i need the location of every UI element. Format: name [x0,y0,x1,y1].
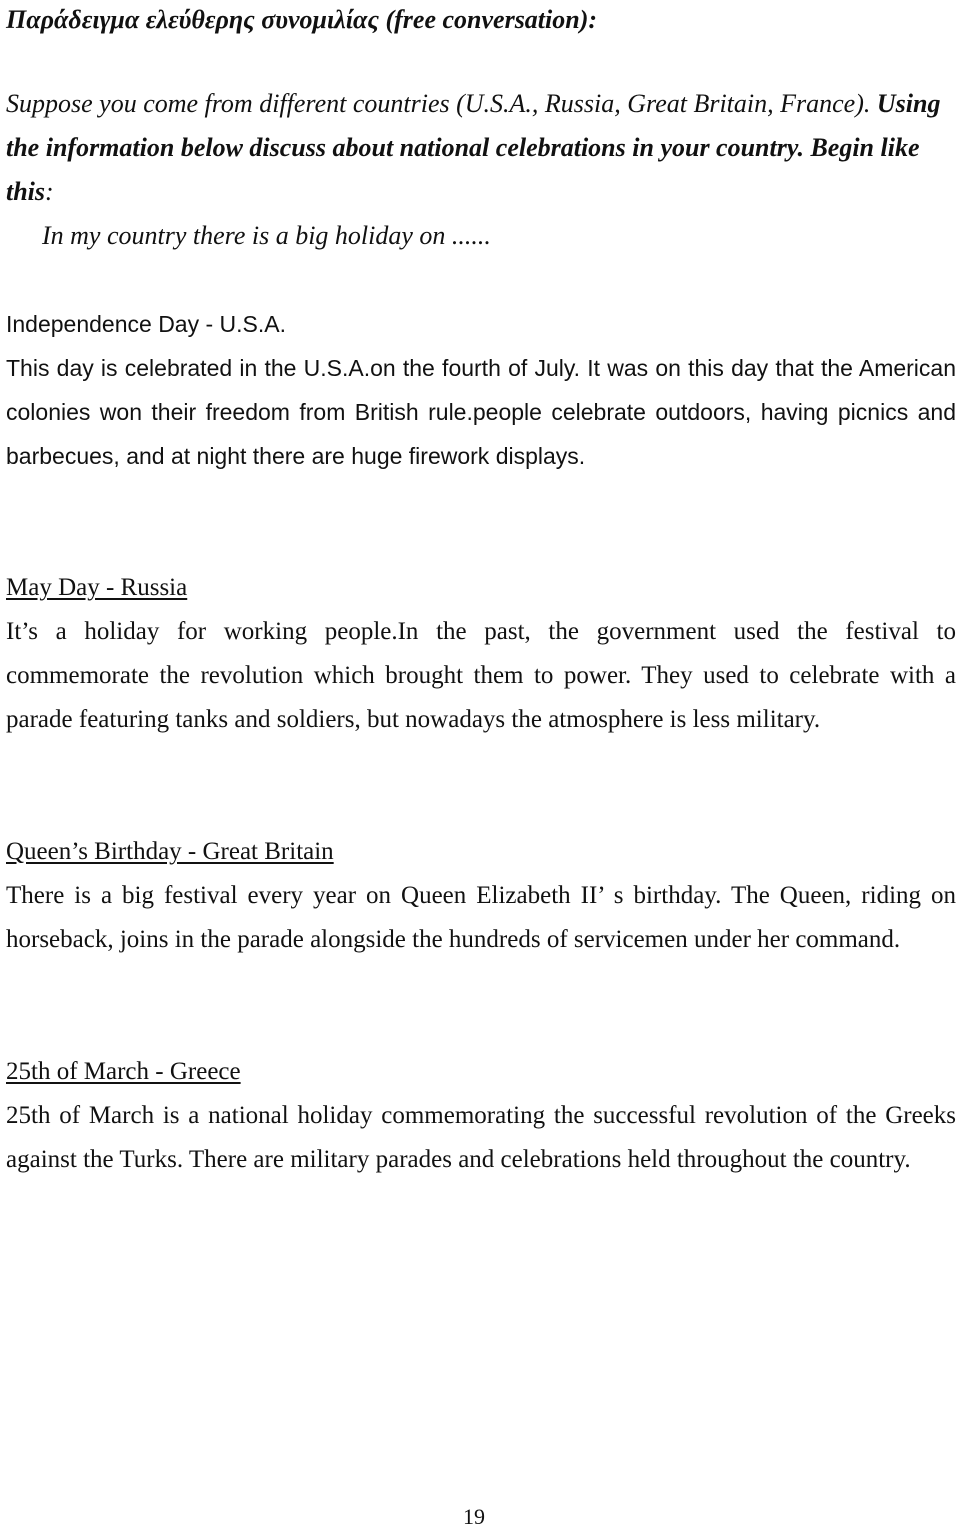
section-heading: May Day - Russia [6,574,188,601]
section-body: This day is celebrated in the U.S.A.on the fourth of July. It was on this day that the American colonies won their freedom from British rule.people celebrate outdoors, having picnics and barbecues, and at night there are huge firework displays. [6,355,956,469]
section-body: It’s a holiday for working people.In the past, the government used the festival to commemorate the revolution which brought them to power. They used to celebrate with a parade featuring tanks and soldiers, but nowadays the atmosphere is less military. [6,618,956,733]
intro-begin-line: In my country there is a big holiday on ...... [42,221,491,250]
section-heading: Independence Day - U.S.A. [6,311,286,337]
intro-paragraph [6,82,941,258]
section-body: There is a big festival every year on Queen Elizabeth II’ s birthday. The Queen, riding on horseback, joins in the parade alongside the hundreds of servicemen under her command. [6,882,956,953]
section-body: 25th of March is a national holiday commemorating the successful revolution of the Greeks against the Turks. There are military parades and celebrations held throughout the country. [6,1102,956,1173]
section-25th-of-march [6,1050,956,1182]
section-heading: 25th of March - Greece [6,1058,241,1085]
section-queens-birthday [6,830,956,962]
intro-instruction: Using the information below discuss about national celebrations in your country. Begin like this [6,89,941,206]
page-number: 19 [463,1504,485,1529]
section-heading: Queen’s Birthday - Great Britain [6,838,334,865]
intro-text: Suppose you come from different countries (U.S.A., Russia, Great Britain, France). [6,89,877,118]
intro-colon: : [45,177,54,206]
section-independence-day [6,302,956,478]
page-title: Παράδειγμα ελεύθερης συνομιλίας (free conversation): [6,5,598,34]
section-may-day [6,566,956,742]
